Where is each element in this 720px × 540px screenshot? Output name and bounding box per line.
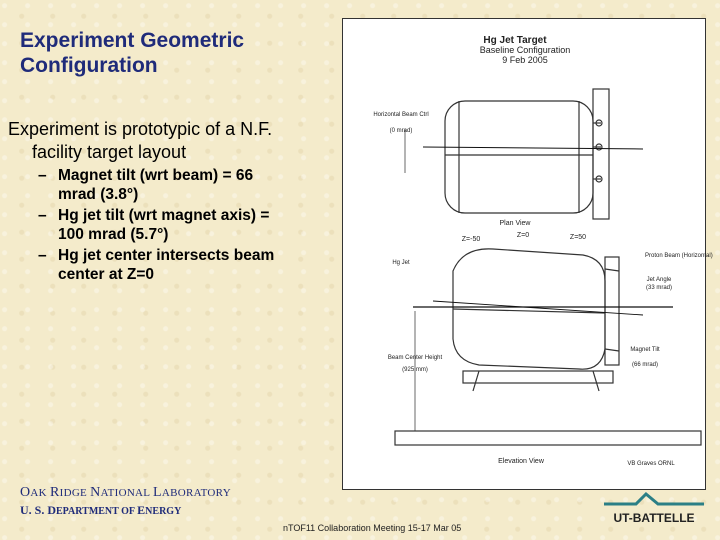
plan-view-label: Plan View <box>499 220 531 227</box>
doe-text: EPARTMENT OF <box>56 506 138 517</box>
hg-jet-line <box>433 301 643 315</box>
sub-bullet-magnet-tilt <box>38 166 330 204</box>
magnet-tilt-value: (66 mrad) <box>631 362 659 368</box>
lab-letter: L <box>152 485 162 500</box>
sub-bullet-text: mrad (3.8°) <box>58 186 139 203</box>
doe-text: NERGY <box>145 506 182 517</box>
sub-bullet-list <box>38 166 330 286</box>
meeting-caption: nTOF11 Collaboration Meeting 15-17 Mar 05 <box>283 523 462 533</box>
plan-view-magnet <box>445 89 609 219</box>
sub-bullet-text: Magnet tilt (wrt beam) = 66 <box>58 167 254 184</box>
proton-beam-label: Proton Beam (Horizontal) <box>645 253 713 259</box>
engineering-drawing <box>343 19 713 489</box>
doe-text: U. S. D <box>20 503 57 517</box>
lab-text: ABORATORY <box>161 487 231 499</box>
lab-text: ATIONAL <box>100 487 153 499</box>
lab-letter: N <box>90 485 101 500</box>
doe-text: E <box>137 503 146 517</box>
target-drawing <box>342 18 713 490</box>
sub-bullet-text: center at Z=0 <box>58 266 155 283</box>
horizontal-beam-label: Horizontal Beam Ctrl <box>373 112 429 118</box>
horizontal-beam-value: (0 mrad) <box>389 128 413 134</box>
z-minus-label: Z=-50 <box>461 236 481 243</box>
lab-letter: R <box>49 485 60 500</box>
sub-bullet-text: Hg jet center intersects beam <box>58 247 275 264</box>
drawing-title: Hg Jet Target <box>483 35 547 46</box>
elevation-view-magnet <box>453 249 619 391</box>
lab-text: AK <box>30 487 50 499</box>
ut-battelle-logo <box>600 490 708 528</box>
main-bullet-line1: Experiment is prototypic of a N.F. <box>8 119 273 139</box>
main-bullet <box>8 118 338 164</box>
plan-beam-line <box>423 147 643 149</box>
jet-angle-label: Jet Angle <box>646 277 672 283</box>
logo-text: UT-BATTELLE <box>613 511 695 525</box>
drawing-subtitle: Baseline Configuration <box>479 45 571 55</box>
dash-marker: – <box>38 167 47 184</box>
slide-title <box>20 28 340 78</box>
main-bullet-line2: facility target layout <box>32 142 187 162</box>
z-zero-label: Z=0 <box>516 232 530 239</box>
beam-center-value: (925 mm) <box>402 367 428 373</box>
hg-jet-label: Hg Jet <box>392 260 410 266</box>
lab-name <box>20 485 231 501</box>
drawn-by-label: VB Graves ORNL <box>627 461 675 467</box>
slide-title-line1: Experiment Geometric <box>20 29 245 52</box>
dash-marker: – <box>38 247 47 264</box>
sub-bullet-text: 100 mrad (5.7°) <box>58 226 169 243</box>
lab-text: IDGE <box>59 487 91 499</box>
dash-marker: – <box>38 207 47 224</box>
slide-title-line2: Configuration <box>20 54 158 77</box>
sub-bullet-text: Hg jet tilt (wrt magnet axis) = <box>58 207 270 224</box>
jet-angle-value: (33 mrad) <box>645 285 673 291</box>
magnet-tilt-label: Magnet Tilt <box>630 347 660 353</box>
beam-center-label: Beam Center Height <box>387 355 443 361</box>
lab-letter: O <box>20 485 31 500</box>
z-plus-label: Z=50 <box>569 234 587 241</box>
sub-bullet-jet-tilt <box>38 206 330 244</box>
sub-bullet-jet-center <box>38 246 330 284</box>
floor-base <box>395 431 701 445</box>
doe-name <box>20 503 181 518</box>
elevation-view-label: Elevation View <box>498 458 544 465</box>
drawing-date: 9 Feb 2005 <box>502 55 548 65</box>
